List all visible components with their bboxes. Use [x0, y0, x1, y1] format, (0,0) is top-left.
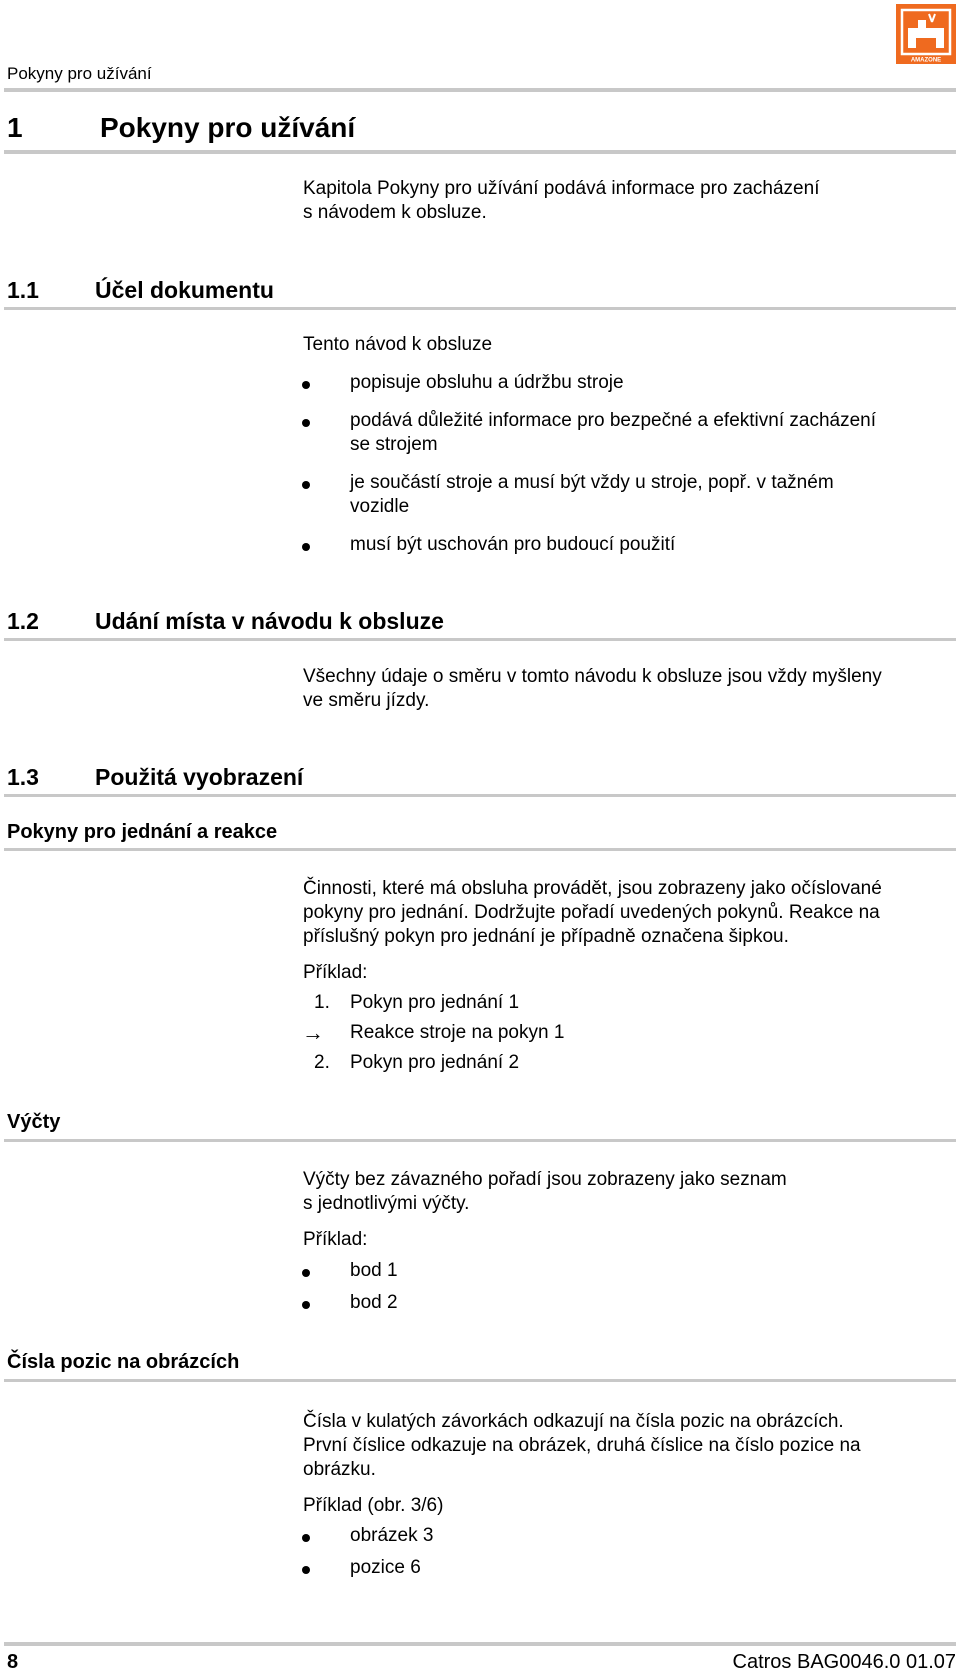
list-item-continuation: se strojem — [350, 434, 438, 455]
bullet-marker — [302, 543, 310, 551]
actions-heading: Pokyny pro jednání a reakce — [7, 821, 278, 843]
section-1-1-title: Účel dokumentu — [95, 277, 274, 303]
actions-rule — [4, 848, 956, 851]
list-item: bod 1 — [350, 1260, 398, 1281]
bullet-marker — [302, 1269, 310, 1277]
step-text: Pokyn pro jednání 2 — [350, 1052, 520, 1073]
section-1-2-text-line1: Všechny údaje o směru v tomto návodu k obsluze jsou vždy myšleny — [303, 666, 882, 687]
running-header-title: Pokyny pro užívání — [7, 64, 152, 83]
list-item: podává důležité informace pro bezpečné a efektivní zacházení — [350, 410, 876, 431]
section-1-2-rule — [4, 638, 956, 641]
chapter-title: Pokyny pro užívání — [100, 112, 356, 143]
bullet-marker — [302, 1566, 310, 1574]
header-rule — [4, 88, 956, 92]
chapter-rule — [4, 150, 956, 154]
chapter-number: 1 — [7, 112, 23, 143]
chapter-intro-line2: s návodem k obsluze. — [303, 202, 487, 223]
section-1-1-number: 1.1 — [7, 277, 39, 303]
chapter-intro-line1: Kapitola Pokyny pro užívání podává informace pro zacházení — [303, 178, 820, 199]
lists-text-line2: s jednotlivými výčty. — [303, 1193, 470, 1214]
section-1-3-number: 1.3 — [7, 764, 39, 790]
bullet-marker — [302, 381, 310, 389]
document-reference: Catros BAG0046.0 01.07 — [732, 1651, 956, 1673]
positions-text-line3: obrázku. — [303, 1459, 376, 1480]
positions-text-line1: Čísla v kulatých závorkách odkazují na čísla pozic na obrázcích. — [303, 1411, 844, 1432]
bullet-marker — [302, 481, 310, 489]
reaction-text: Reakce stroje na pokyn 1 — [350, 1022, 565, 1043]
lists-heading: Výčty — [7, 1111, 61, 1133]
list-item: pozice 6 — [350, 1557, 421, 1578]
list-item: musí být uschován pro budoucí použití — [350, 534, 676, 555]
bullet-marker — [302, 1534, 310, 1542]
bullet-marker — [302, 419, 310, 427]
bullet-marker — [302, 1301, 310, 1309]
actions-text-line3: příslušný pokyn pro jednání je případně označena šipkou. — [303, 926, 789, 947]
lists-example-label: Příklad: — [303, 1229, 368, 1250]
step-number: 2. — [314, 1052, 330, 1073]
section-1-3-rule — [4, 794, 956, 797]
step-text: Pokyn pro jednání 1 — [350, 992, 520, 1013]
section-1-3-title: Použitá vyobrazení — [95, 764, 304, 790]
list-item-continuation: vozidle — [350, 496, 410, 517]
positions-example-label: Příklad (obr. 3/6) — [303, 1495, 444, 1516]
list-item: popisuje obsluhu a údržbu stroje — [350, 372, 624, 393]
actions-example-label: Příklad: — [303, 962, 368, 983]
actions-text-line2: pokyny pro jednání. Dodržujte pořadí uvedených pokynů. Reakce na — [303, 902, 880, 923]
section-1-1-rule — [4, 307, 956, 310]
positions-rule — [4, 1379, 956, 1382]
footer-rule — [4, 1642, 956, 1646]
lists-rule — [4, 1139, 956, 1142]
actions-text-line1: Činnosti, které má obsluha provádět, jsou zobrazeny jako očíslované — [303, 878, 882, 899]
logo-text: AMAZONE — [910, 57, 942, 64]
list-item: obrázek 3 — [350, 1525, 434, 1546]
step-number: 1. — [314, 992, 330, 1013]
positions-text-line2: První číslice odkazuje na obrázek, druhá číslice na číslo pozice na — [303, 1435, 861, 1456]
positions-heading: Čísla pozic na obrázcích — [7, 1351, 240, 1373]
arrow-right-icon: → — [302, 1020, 324, 1045]
lists-text-line1: Výčty bez závazného pořadí jsou zobrazeny jako seznam — [303, 1169, 787, 1190]
page-number: 8 — [7, 1651, 19, 1673]
section-1-1-lead: Tento návod k obsluze — [303, 334, 493, 355]
section-1-2-number: 1.2 — [7, 608, 39, 634]
list-item: je součástí stroje a musí být vždy u stroje, popř. v tažném — [350, 472, 834, 493]
section-1-2-text-line2: ve směru jízdy. — [303, 690, 430, 711]
section-1-2-title: Udání místa v návodu k obsluze — [95, 608, 444, 634]
amazone-logo-icon — [896, 4, 956, 64]
list-item: bod 2 — [350, 1292, 398, 1313]
